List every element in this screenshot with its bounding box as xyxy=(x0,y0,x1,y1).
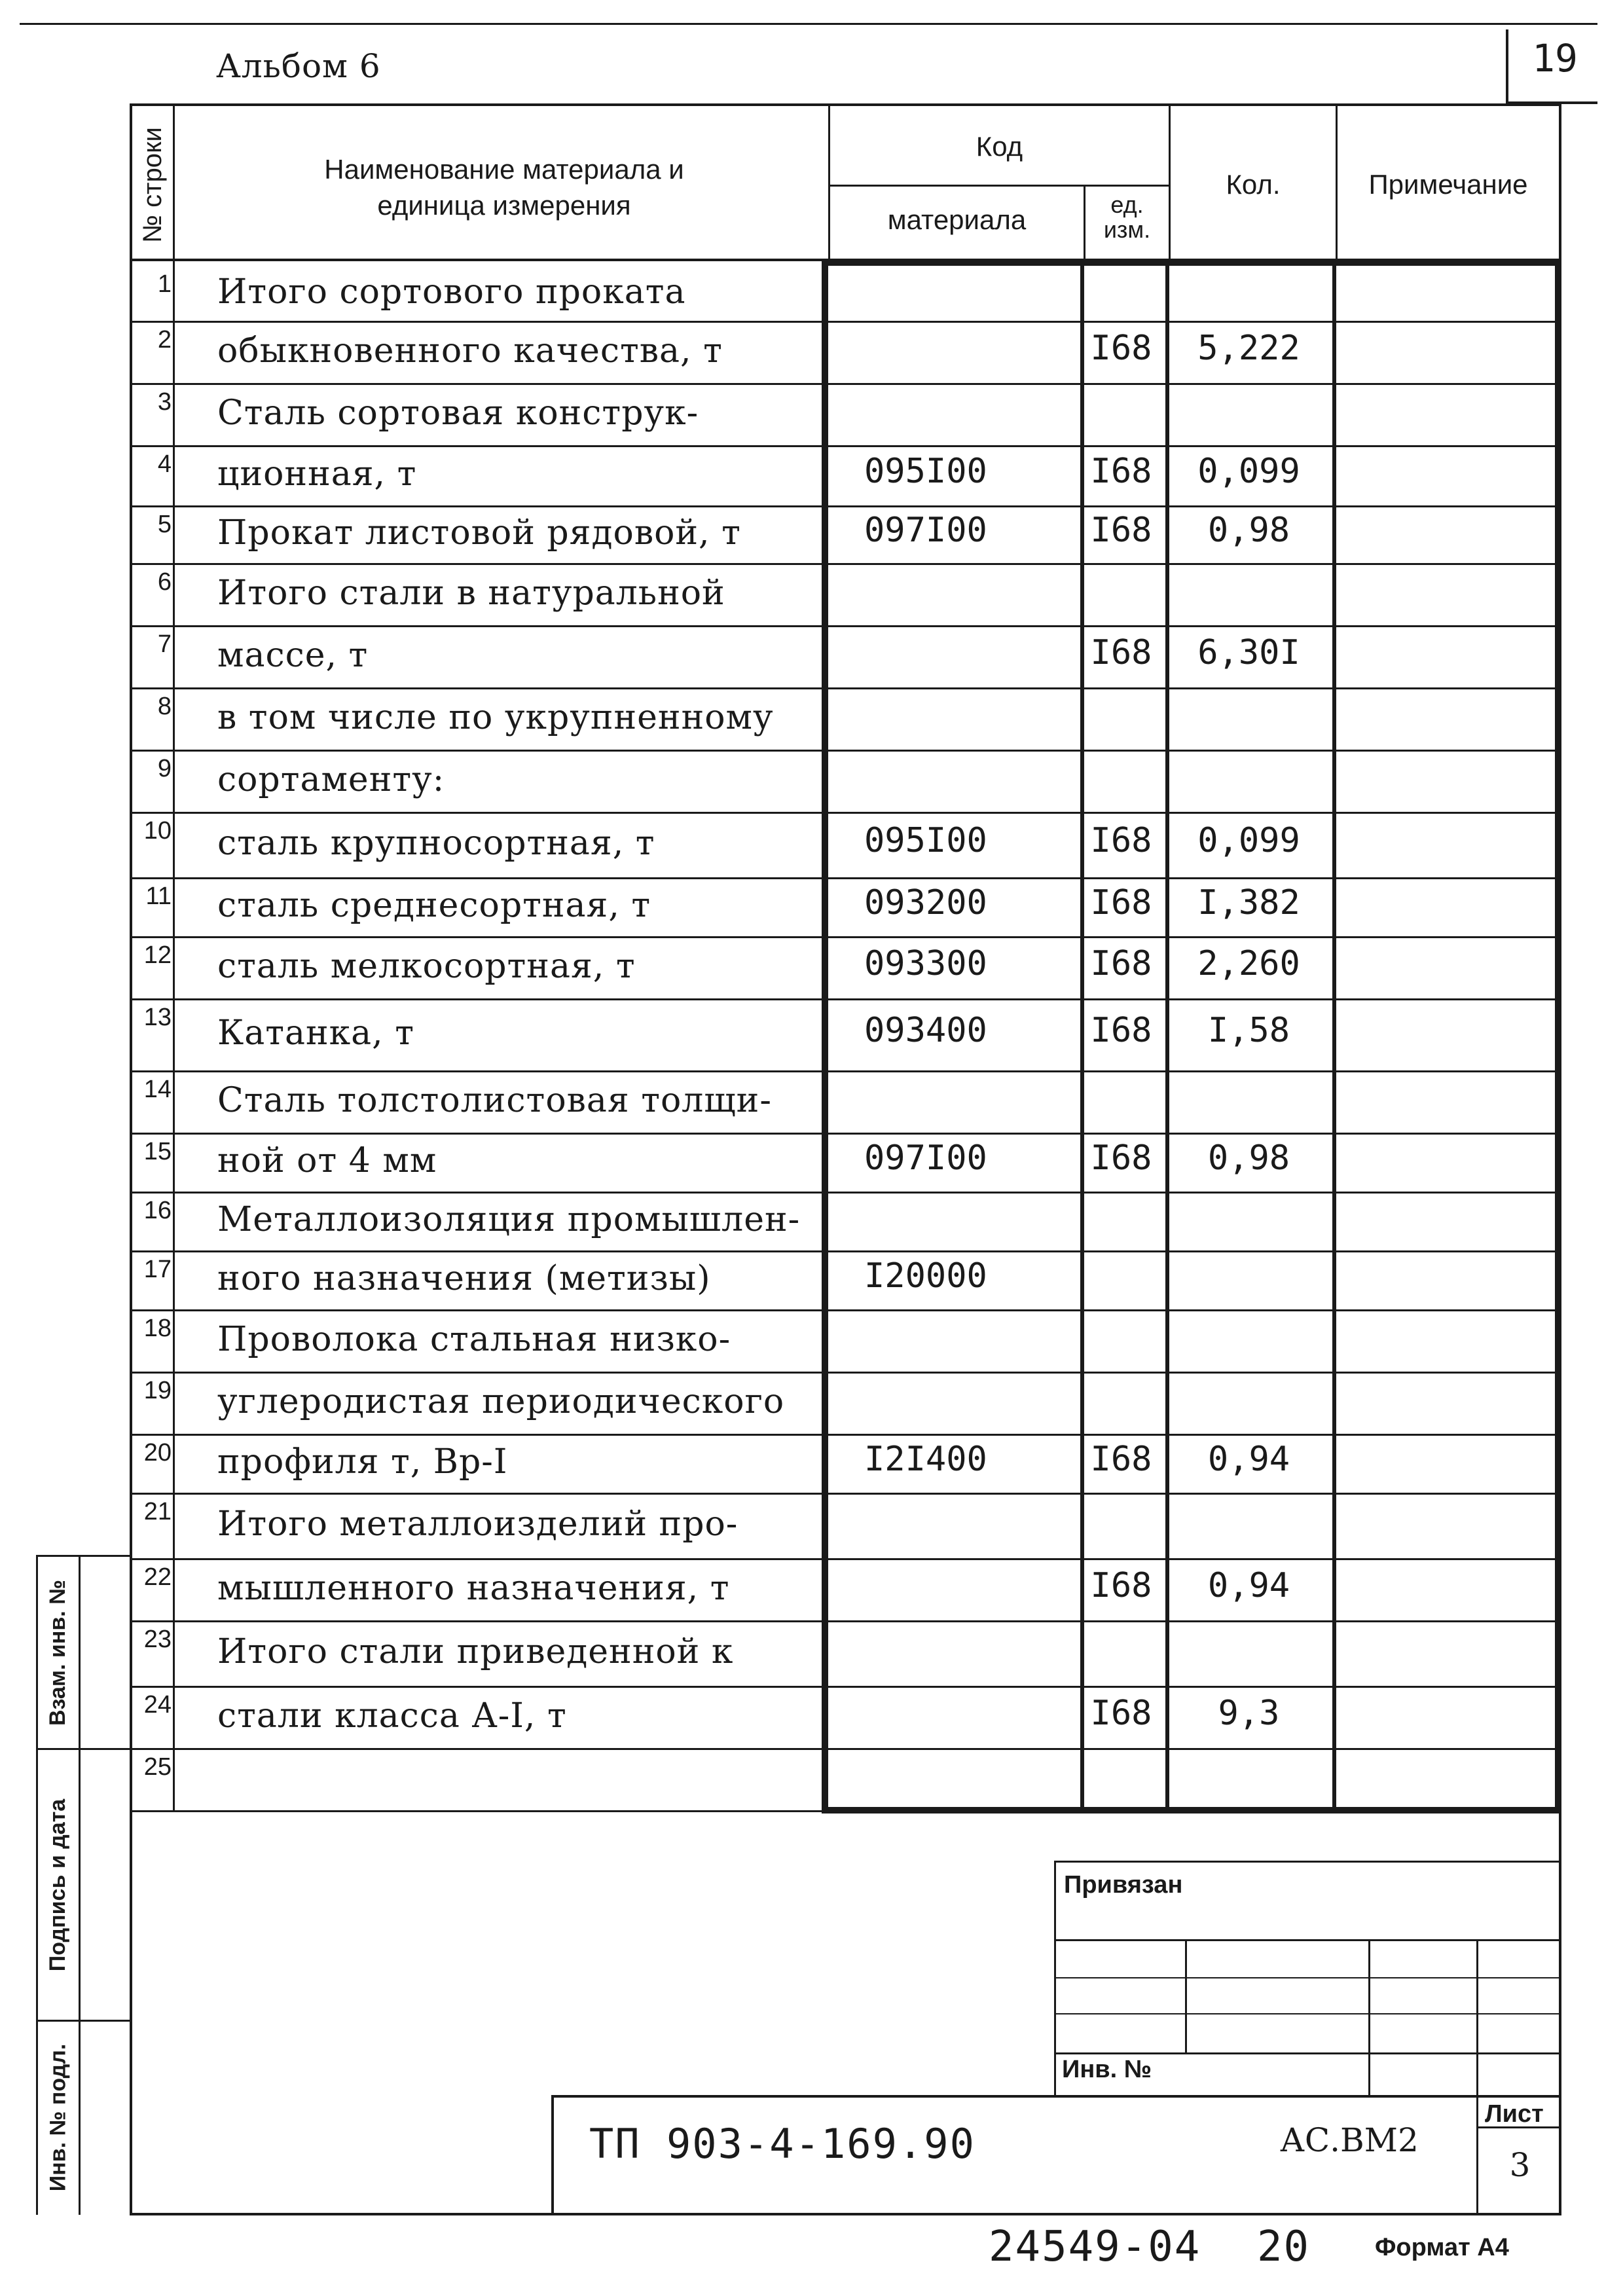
row-number: 22 xyxy=(143,1563,172,1591)
tb-rule-1 xyxy=(1054,1939,1561,1941)
row-material-code: I20000 xyxy=(864,1256,987,1296)
row-unit-code: I68 xyxy=(1090,944,1152,983)
row-number: 16 xyxy=(143,1197,172,1224)
body-thick-left xyxy=(822,259,828,1813)
row-material-name: Катанка, т xyxy=(217,1013,415,1053)
row-number: 24 xyxy=(143,1691,172,1719)
row-material-name: Прокат листовой рядовой, т xyxy=(217,513,741,553)
row-material-code: 093400 xyxy=(864,1011,987,1050)
header-qty: Кол. xyxy=(1226,169,1281,200)
top-rule xyxy=(20,23,1597,25)
row-quantity: 0,099 xyxy=(1197,452,1300,491)
row-rule-last xyxy=(132,1810,1558,1812)
body-thick-right xyxy=(1555,259,1561,1813)
tb-left xyxy=(1054,1861,1056,2096)
header-name-line2: единица измерения xyxy=(377,190,631,221)
sheet-label: Лист xyxy=(1485,2100,1544,2128)
row-material-name: профиля т, Вр-I xyxy=(217,1442,508,1482)
row-quantity: 6,30I xyxy=(1197,633,1300,672)
copy-number: 20 xyxy=(1257,2223,1311,2271)
row-material-name: сталь среднесортная, т xyxy=(217,886,651,925)
row-material-name: сталь крупносортная, т xyxy=(217,824,655,863)
row-material-name: Итого стали приведенной к xyxy=(217,1632,734,1671)
row-rule xyxy=(132,812,1558,814)
sidebar-inv: Инв. № подл. xyxy=(45,2043,71,2191)
row-number: 18 xyxy=(143,1315,172,1342)
row-rule xyxy=(132,1686,1558,1688)
body-thick-top xyxy=(822,261,1561,266)
row-number: 1 xyxy=(157,270,172,298)
row-rule xyxy=(132,998,1558,1000)
row-material-code: 095I00 xyxy=(864,821,987,860)
row-unit-code: I68 xyxy=(1090,1139,1152,1178)
row-material-name: массе, т xyxy=(217,636,369,675)
row-number: 20 xyxy=(143,1439,172,1467)
row-material-name: обыкновенного качества, т xyxy=(217,331,723,371)
row-material-name: Металлоизоляция промышлен- xyxy=(217,1200,801,1239)
row-number: 6 xyxy=(157,568,172,596)
row-quantity: 9,3 xyxy=(1218,1694,1280,1733)
row-number: 10 xyxy=(143,817,172,845)
row-number: 15 xyxy=(143,1138,172,1165)
frame-top xyxy=(130,103,1561,106)
page-number: 19 xyxy=(1532,36,1578,81)
row-rule xyxy=(132,321,1558,323)
row-rule xyxy=(132,383,1558,385)
row-material-code: I2I400 xyxy=(864,1440,987,1479)
doc-code: АС.ВМ2 xyxy=(1280,2121,1419,2159)
row-unit-code: I68 xyxy=(1090,511,1152,550)
row-rule xyxy=(132,1309,1558,1311)
row-rule xyxy=(132,877,1558,879)
header-code: Код xyxy=(976,131,1023,162)
row-quantity: 0,94 xyxy=(1207,1440,1290,1479)
row-unit-code: I68 xyxy=(1090,1566,1152,1605)
row-material-name: Итого стали в натуральной xyxy=(217,574,725,613)
sheet-number: 3 xyxy=(1509,2146,1531,2184)
header-note: Примечание xyxy=(1368,169,1528,200)
header-material: материала xyxy=(887,204,1027,235)
row-quantity: 5,222 xyxy=(1197,329,1300,368)
row-material-code: 093200 xyxy=(864,883,987,922)
tb-top xyxy=(1054,1861,1561,1863)
row-unit-code: I68 xyxy=(1090,1011,1152,1050)
row-rule xyxy=(132,625,1558,627)
body-col-note xyxy=(1332,261,1336,1812)
row-material-name: ного назначения (метизы) xyxy=(217,1259,711,1298)
col-sep-rowno xyxy=(173,103,175,1812)
row-material-name: Сталь толстолистовая толщи- xyxy=(217,1081,772,1120)
tb-rule-2 xyxy=(1054,1977,1561,1978)
row-rule xyxy=(132,1133,1558,1135)
row-rule xyxy=(132,445,1558,447)
row-number: 13 xyxy=(143,1004,172,1031)
row-quantity: 0,98 xyxy=(1207,511,1290,550)
code-sub-rule xyxy=(828,185,1169,187)
row-unit-code: I68 xyxy=(1090,452,1152,491)
album-label: Альбом 6 xyxy=(216,47,381,85)
row-material-name: Итого сортового проката xyxy=(217,272,686,312)
row-rule xyxy=(132,505,1558,507)
header-unit-line2: изм. xyxy=(1103,216,1151,243)
col-sep-name-hdr xyxy=(828,103,830,261)
row-rule xyxy=(132,1434,1558,1436)
row-material-code: 097I00 xyxy=(864,511,987,550)
tb-col-1 xyxy=(1185,1939,1187,2052)
project-code: ТП 903-4-169.90 xyxy=(589,2120,976,2168)
row-unit-code: I68 xyxy=(1090,633,1152,672)
row-quantity: I,382 xyxy=(1197,883,1300,922)
row-rule xyxy=(132,1748,1558,1750)
row-number: 12 xyxy=(143,941,172,969)
row-material-name: ционная, т xyxy=(217,454,417,494)
row-material-name: сортаменту: xyxy=(217,760,445,799)
doc-number: 24549-04 xyxy=(989,2223,1201,2271)
row-rule xyxy=(132,1070,1558,1072)
row-material-name: Сталь сортовая конструк- xyxy=(217,393,699,433)
row-rule xyxy=(132,563,1558,565)
row-quantity: 0,099 xyxy=(1197,821,1300,860)
frame-bottom xyxy=(130,2213,1561,2215)
row-material-name: углеродистая периодического xyxy=(217,1382,785,1421)
row-material-name: стали класса А-I, т xyxy=(217,1696,567,1736)
row-material-code: 093300 xyxy=(864,944,987,983)
row-number: 3 xyxy=(157,388,172,416)
row-unit-code: I68 xyxy=(1090,1440,1152,1479)
header-row-number: № строки xyxy=(137,127,167,243)
tb-col-2 xyxy=(1368,1939,1370,2096)
row-number: 11 xyxy=(145,883,172,910)
tb-rule-4 xyxy=(1054,2052,1561,2054)
row-number: 25 xyxy=(143,1753,172,1781)
privyazan-label: Привязан xyxy=(1064,1871,1183,1899)
row-quantity: 2,260 xyxy=(1197,944,1300,983)
tb-rule-3 xyxy=(1054,2013,1561,2014)
row-rule xyxy=(132,1493,1558,1495)
row-material-name: сталь мелкосортная, т xyxy=(217,947,636,986)
row-material-code: 095I00 xyxy=(864,452,987,491)
stamp-top xyxy=(551,2095,1561,2098)
row-quantity: I,58 xyxy=(1207,1011,1290,1050)
row-material-name: мышленного назначения, т xyxy=(217,1569,730,1608)
row-quantity: 0,94 xyxy=(1207,1566,1290,1605)
frame-left xyxy=(130,103,132,2215)
row-rule xyxy=(132,750,1558,752)
row-material-name: ной от 4 мм xyxy=(217,1141,437,1180)
row-material-code: 097I00 xyxy=(864,1139,987,1178)
row-unit-code: I68 xyxy=(1090,329,1152,368)
row-rule xyxy=(132,1192,1558,1194)
row-rule xyxy=(132,1250,1558,1252)
row-unit-code: I68 xyxy=(1090,821,1152,860)
inv-no-label: Инв. № xyxy=(1062,2056,1152,2083)
row-number: 21 xyxy=(143,1498,172,1525)
row-number: 14 xyxy=(143,1076,172,1103)
row-rule xyxy=(132,936,1558,938)
row-number: 19 xyxy=(143,1377,172,1404)
row-number: 5 xyxy=(157,511,172,538)
page-number-box-left xyxy=(1506,29,1508,101)
row-number: 8 xyxy=(157,693,172,720)
row-number: 9 xyxy=(157,755,172,782)
header-name-line1: Наименование материала и xyxy=(324,154,684,185)
row-quantity: 0,98 xyxy=(1207,1139,1290,1178)
row-rule xyxy=(132,687,1558,689)
row-unit-code: I68 xyxy=(1090,883,1152,922)
row-number: 4 xyxy=(157,450,172,478)
header-unit-line1: ед. xyxy=(1110,191,1144,218)
row-rule xyxy=(132,1372,1558,1374)
row-number: 2 xyxy=(157,326,172,354)
format-label: Формат А4 xyxy=(1375,2234,1509,2261)
sidebar-vzam: Взам. инв. № xyxy=(45,1579,71,1726)
row-rule xyxy=(132,1558,1558,1560)
row-unit-code: I68 xyxy=(1090,1694,1152,1733)
row-rule xyxy=(132,1620,1558,1622)
row-number: 17 xyxy=(143,1256,172,1283)
row-material-name: Итого металлоизделий про- xyxy=(217,1504,739,1544)
row-number: 23 xyxy=(143,1626,172,1653)
row-material-name: Проволока стальная низко- xyxy=(217,1320,731,1359)
row-number: 7 xyxy=(157,630,172,658)
sidebar-podpis: Подпись и дата xyxy=(45,1798,71,1971)
sidebar-mid xyxy=(79,1555,81,2215)
row-material-name: в том числе по укрупненному xyxy=(217,698,774,737)
stamp-left xyxy=(551,2095,554,2215)
